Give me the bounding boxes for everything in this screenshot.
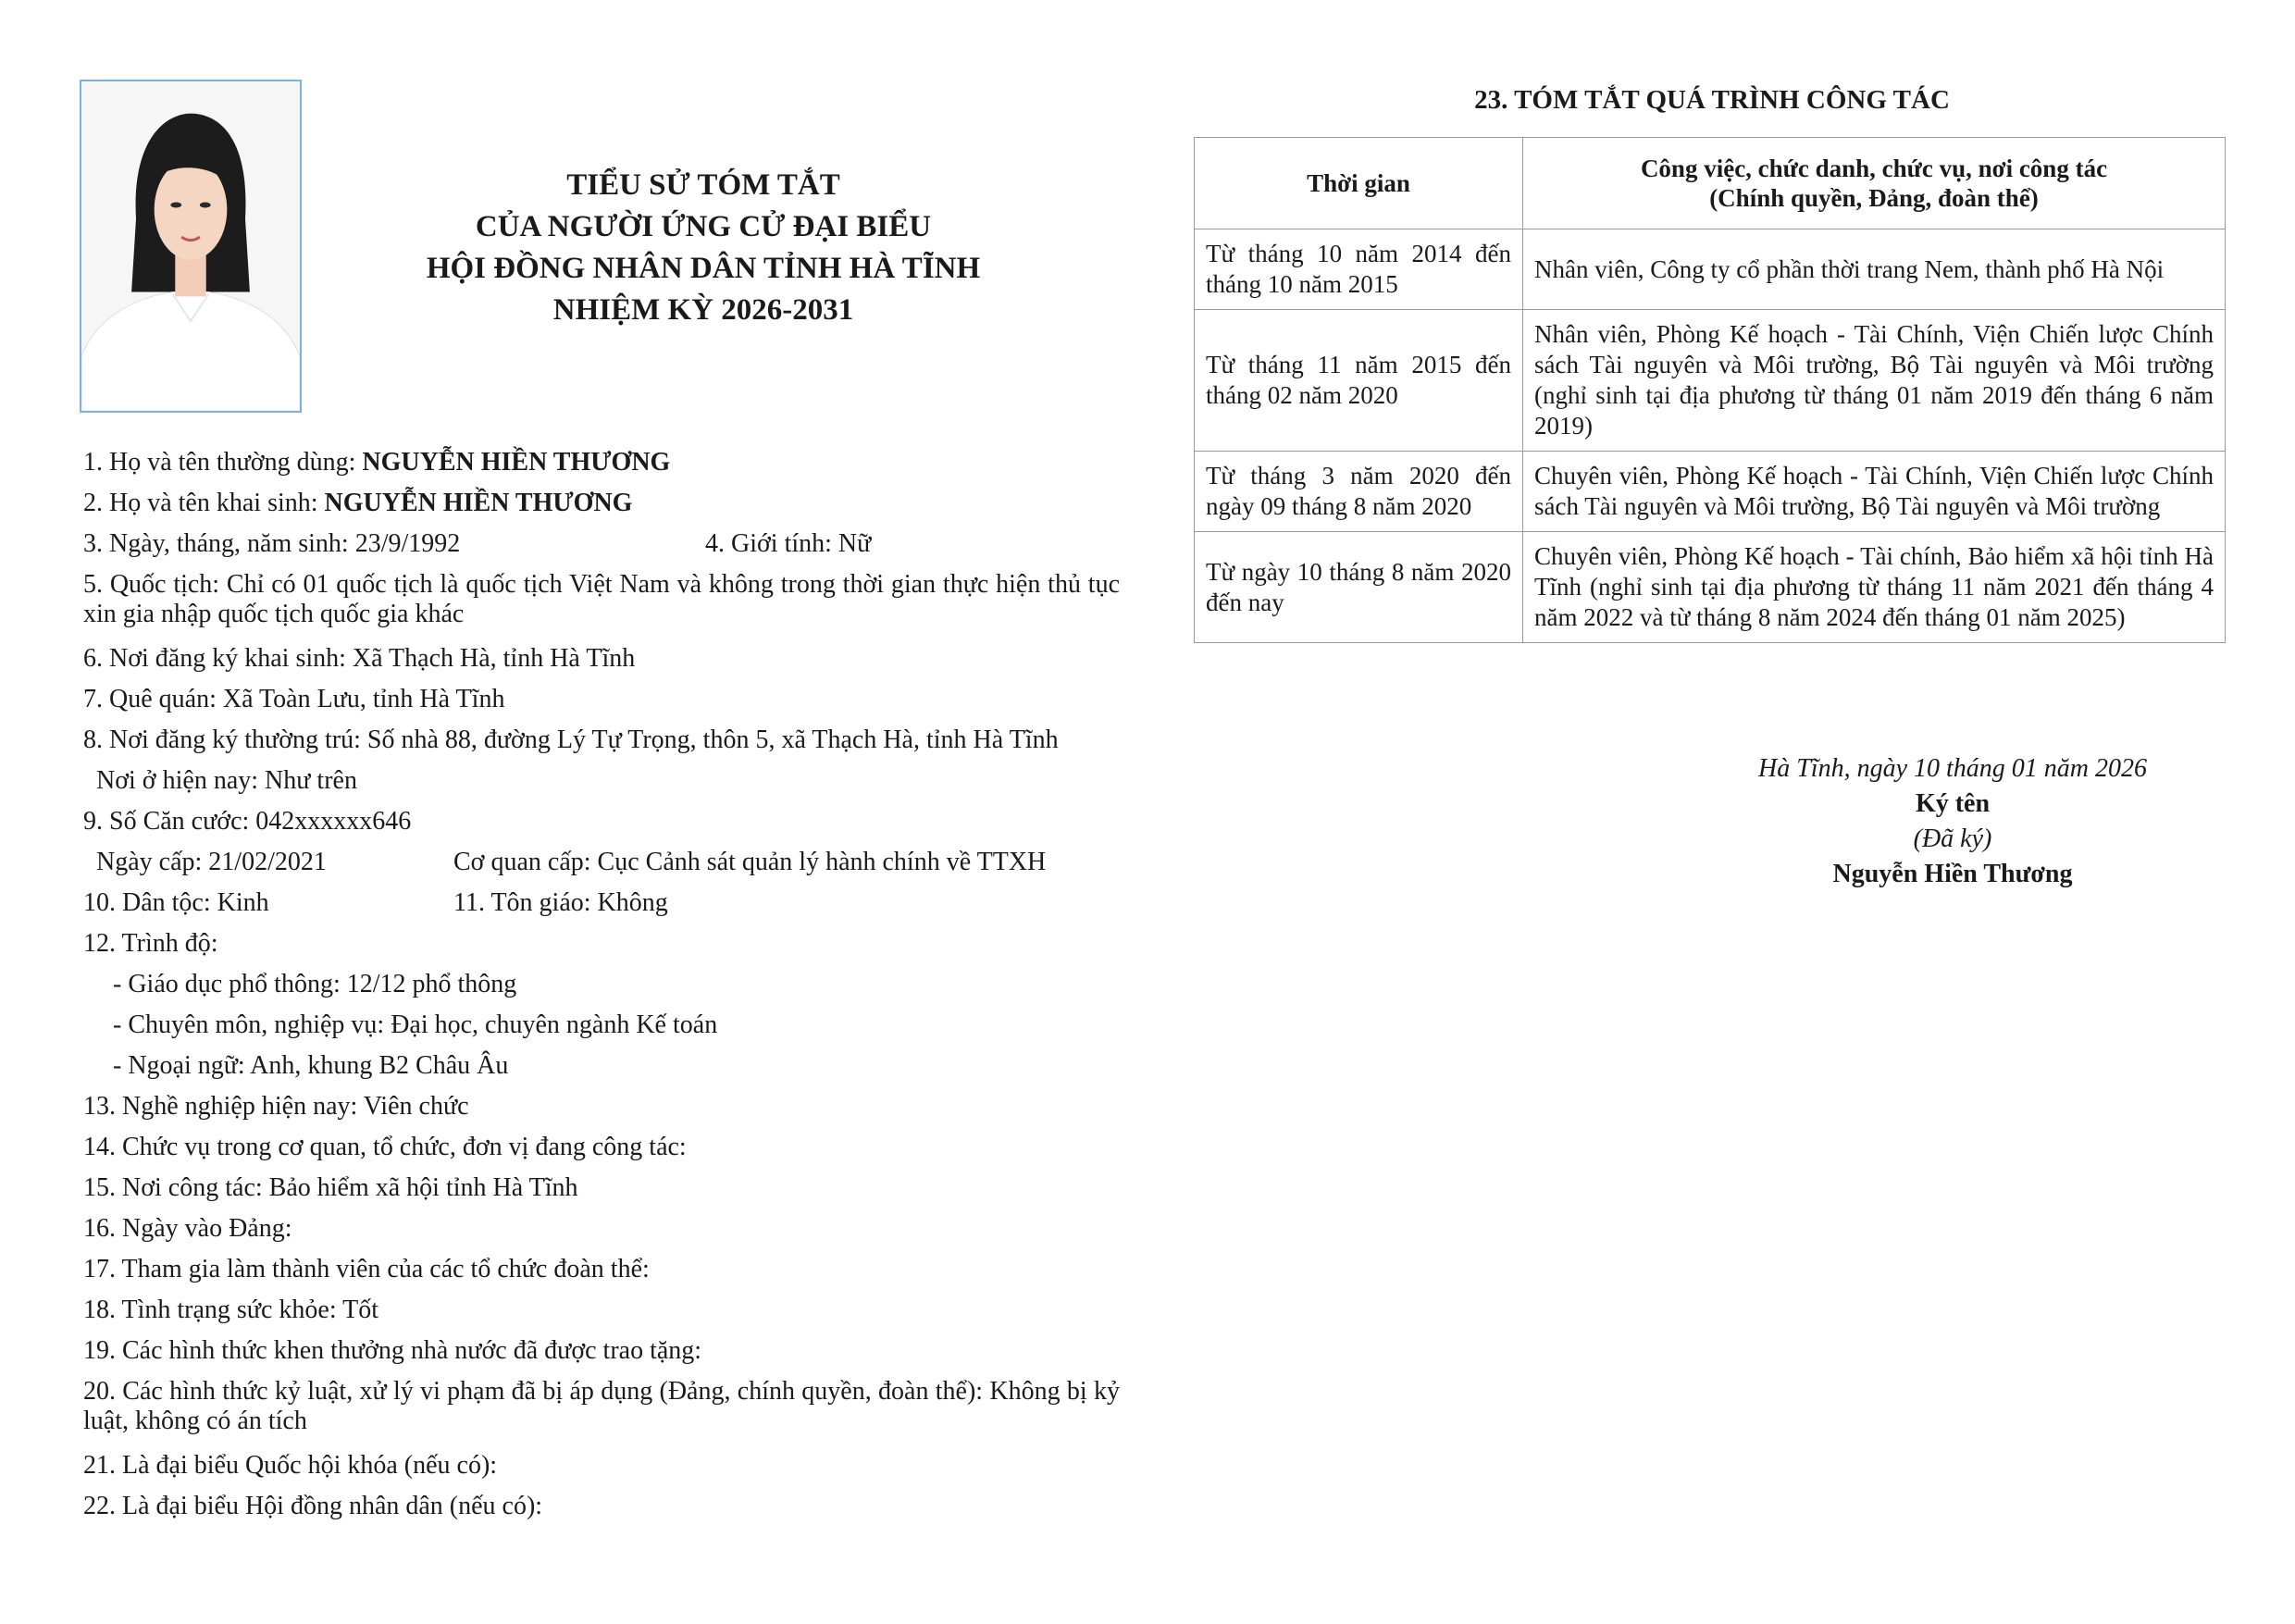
field-awards: 19. Các hình thức khen thưởng nhà nước đã được trao tặng: <box>83 1336 702 1365</box>
column-header-time: Thời gian <box>1195 138 1523 229</box>
signature-place-date: Hà Tĩnh, ngày 10 tháng 01 năm 2026 <box>1758 754 2147 783</box>
column-header-job-line-1: Công việc, chức danh, chức vụ, nơi công tác <box>1640 155 2108 182</box>
field-discipline: 20. Các hình thức kỷ luật, xử lý vi phạm đã bị áp dụng (Đảng, chính quyền, đoàn thể): Không bị kỷ luật, không có án tích <box>83 1377 1120 1435</box>
field-hometown: 7. Quê quán: Xã Toàn Lưu, tỉnh Hà Tĩnh <box>83 685 505 713</box>
field-birth-name <box>83 483 1120 524</box>
field-occupation: 13. Nghề nghiệp hiện nay: Viên chức <box>83 1092 469 1121</box>
title-line-2: CỦA NGƯỜI ỨNG CỬ ĐẠI BIỂU <box>475 210 932 243</box>
field-id-issue <box>83 842 1120 883</box>
field-education-general: - Giáo dục phổ thông: 12/12 phổ thông <box>113 970 517 998</box>
field-id-number: 9. Số Căn cước: 042xxxxxx646 <box>83 807 412 836</box>
field-peoples-council: 22. Là đại biểu Hội đồng nhân dân (nếu có): <box>83 1492 543 1520</box>
field-party-date: 16. Ngày vào Đảng: <box>83 1214 292 1243</box>
personal-info <box>83 442 1120 1527</box>
candidate-photo <box>80 80 302 413</box>
work-history-table <box>1194 137 2226 643</box>
column-header-job-line-2: (Chính quyền, Đảng, đoàn thể) <box>1709 184 2039 212</box>
field-education-language: - Ngoại ngữ: Anh, khung B2 Châu Âu <box>113 1051 509 1080</box>
row-time: Từ tháng 10 năm 2014 đến tháng 10 năm 2015 <box>1195 229 1523 310</box>
field-common-name <box>83 442 1120 483</box>
portrait-image <box>81 81 300 411</box>
field-birth-registration: 6. Nơi đăng ký khai sinh: Xã Thạch Hà, tỉnh Hà Tĩnh <box>83 644 636 673</box>
work-history-title: 23. TÓM TẮT QUÁ TRÌNH CÔNG TÁC <box>1474 85 1950 115</box>
row-job: Chuyên viên, Phòng Kế hoạch - Tài chính, Bảo hiểm xã hội tỉnh Hà Tĩnh (nghỉ sinh tại địa phương từ tháng 11 năm 2021 đến tháng 4 năm 2022 và từ tháng 8 năm 2024 đến tháng 01 năm 2025) <box>1523 532 2226 643</box>
field-organizations: 17. Tham gia làm thành viên của các tổ chức đoàn thể: <box>83 1255 650 1283</box>
field-workplace: 15. Nơi công tác: Bảo hiểm xã hội tỉnh Hà Tĩnh <box>83 1173 578 1202</box>
field-birth-date-gender <box>83 524 1120 564</box>
field-national-assembly: 21. Là đại biểu Quốc hội khóa (nếu có): <box>83 1451 498 1480</box>
row-job: Nhân viên, Công ty cổ phần thời trang Nem, thành phố Hà Nội <box>1523 229 2226 310</box>
table-row <box>1195 310 2226 452</box>
row-time: Từ ngày 10 tháng 8 năm 2020 đến nay <box>1195 532 1523 643</box>
table-row <box>1195 229 2226 310</box>
row-job: Chuyên viên, Phòng Kế hoạch - Tài Chính, Viện Chiến lược Chính sách Tài nguyên và Môi trường, Bộ Tài nguyên và Môi trường <box>1523 452 2226 532</box>
field-ethnicity-religion <box>83 883 1120 924</box>
field-value: NGUYỄN HIỀN THƯƠNG <box>362 448 671 477</box>
field-current-residence: Nơi ở hiện nay: Như trên <box>96 766 357 795</box>
title-line-3: HỘI ĐỒNG NHÂN DÂN TỈNH HÀ TĨNH <box>426 252 981 285</box>
row-job: Nhân viên, Phòng Kế hoạch - Tài Chính, Viện Chiến lược Chính sách Tài nguyên và Môi trường, Bộ Tài nguyên và Môi trường (nghỉ sinh tại địa phương từ tháng 01 năm 2019 đến tháng 6 năm 2019) <box>1523 310 2226 452</box>
field-religion: 11. Tôn giáo: Không <box>453 888 668 917</box>
field-label: 1. Họ và tên thường dùng: <box>83 448 356 477</box>
table-row <box>1195 532 2226 643</box>
field-birth-date: 3. Ngày, tháng, năm sinh: 23/9/1992 <box>83 529 461 558</box>
field-permanent-residence: 8. Nơi đăng ký thường trú: Số nhà 88, đường Lý Tự Trọng, thôn 5, xã Thạch Hà, tỉnh Hà Tĩnh <box>83 725 1059 754</box>
row-time: Từ tháng 11 năm 2015 đến tháng 02 năm 2020 <box>1195 310 1523 452</box>
field-education-professional: - Chuyên môn, nghiệp vụ: Đại học, chuyên ngành Kế toán <box>113 1010 718 1039</box>
field-id-agency: Cơ quan cấp: Cục Cảnh sát quản lý hành chính về TTXH <box>453 848 1047 876</box>
row-time: Từ tháng 3 năm 2020 đến ngày 09 tháng 8 năm 2020 <box>1195 452 1523 532</box>
field-label: 2. Họ và tên khai sinh: <box>83 489 318 517</box>
signature-label: Ký tên <box>1915 789 1991 818</box>
field-ethnicity: 10. Dân tộc: Kinh <box>83 888 269 917</box>
title-line-1: TIỂU SỬ TÓM TẮT <box>566 168 840 202</box>
field-value: NGUYỄN HIỀN THƯƠNG <box>324 489 633 517</box>
field-health: 18. Tình trạng sức khỏe: Tốt <box>83 1295 378 1324</box>
table-header-row <box>1195 138 2226 229</box>
document-title <box>370 165 1036 331</box>
field-education: 12. Trình độ: <box>83 929 218 958</box>
field-gender: 4. Giới tính: Nữ <box>705 529 872 558</box>
signature-name: Nguyễn Hiền Thương <box>1832 860 2073 888</box>
signature-block <box>1703 751 2202 892</box>
field-position: 14. Chức vụ trong cơ quan, tổ chức, đơn vị đang công tác: <box>83 1133 687 1161</box>
column-header-job <box>1523 138 2226 229</box>
table-row <box>1195 452 2226 532</box>
signature-signed: (Đã ký) <box>1913 824 1992 853</box>
field-nationality: 5. Quốc tịch: Chỉ có 01 quốc tịch là quốc tịch Việt Nam và không trong thời gian thực hiện thủ tục xin gia nhập quốc tịch quốc gia khác <box>83 570 1120 628</box>
field-id-date: Ngày cấp: 21/02/2021 <box>96 848 327 876</box>
title-line-4: NHIỆM KỲ 2026-2031 <box>552 293 854 327</box>
